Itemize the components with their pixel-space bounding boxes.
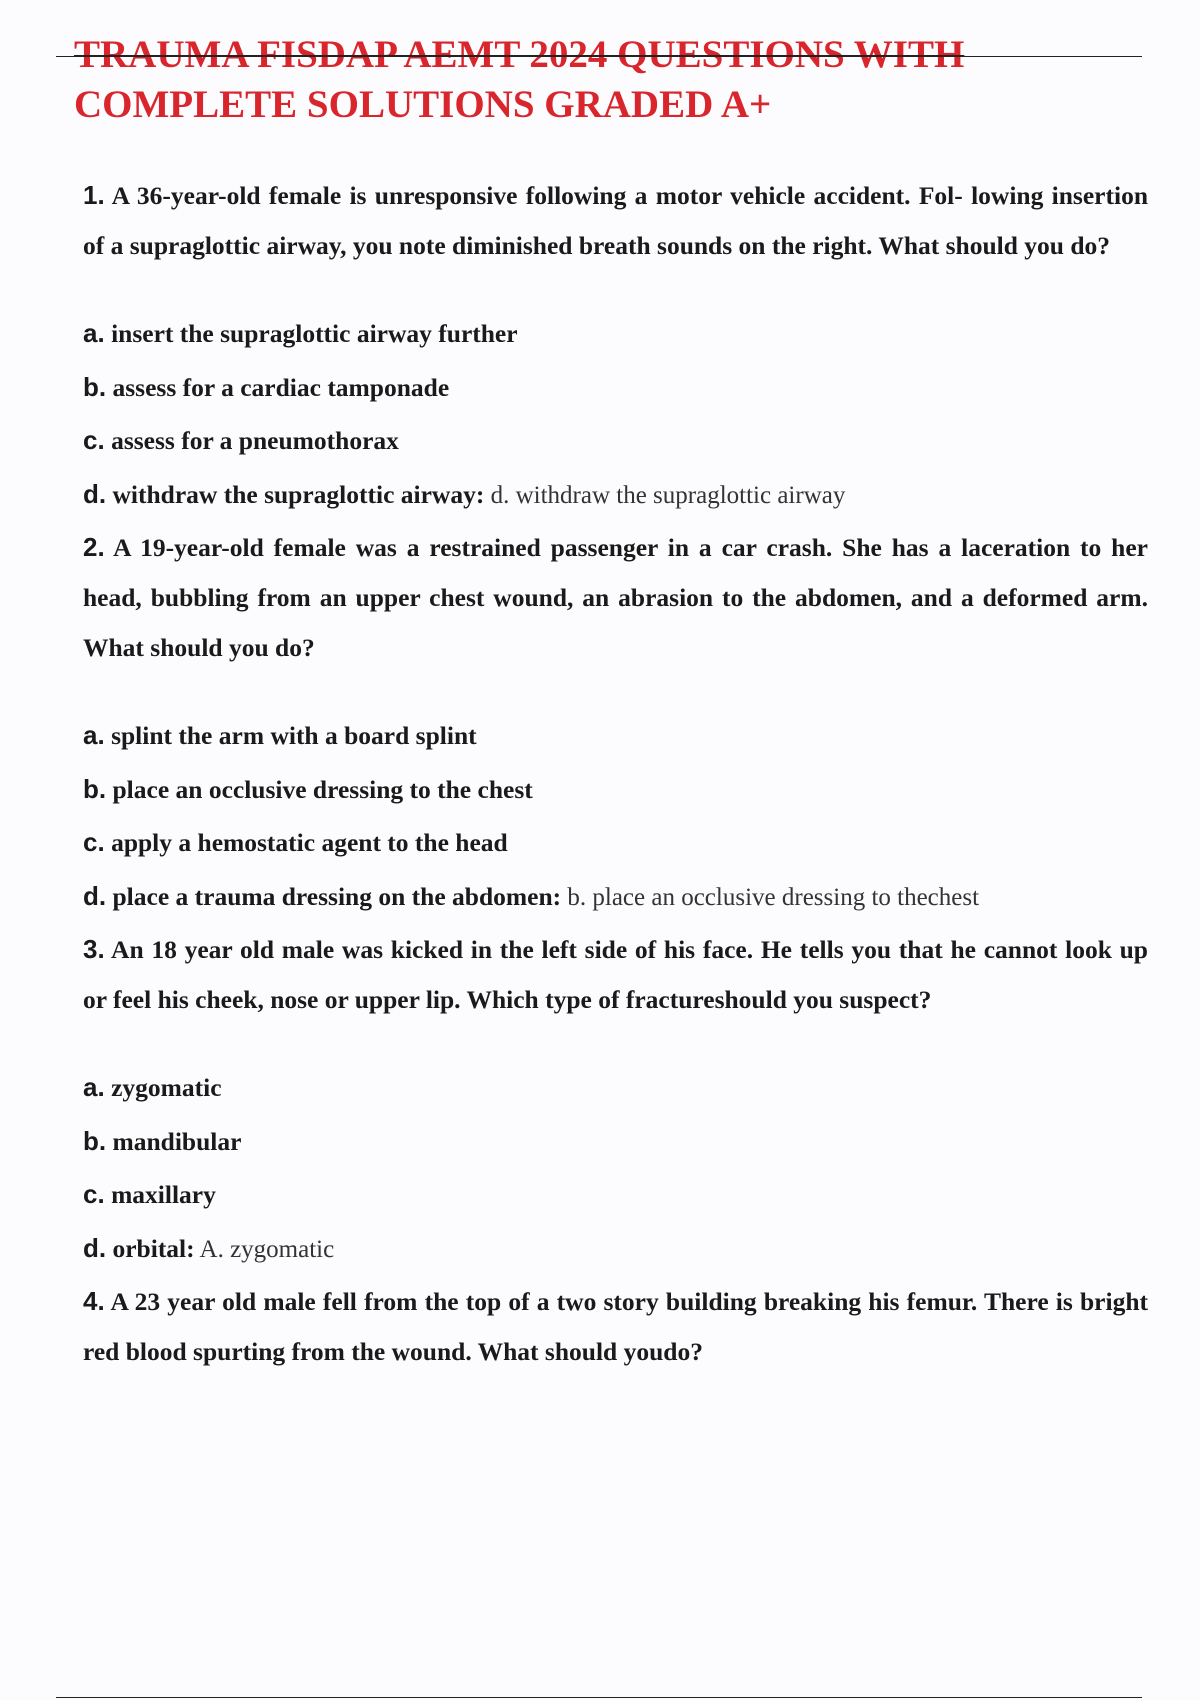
option-1c — [83, 414, 1148, 468]
option-letter: c. — [83, 1179, 105, 1209]
option-letter: a. — [83, 720, 105, 750]
question-1 — [83, 170, 1148, 271]
option-text: withdraw the supraglottic airway: — [106, 479, 485, 509]
option-text: insert the supraglottic airway further — [104, 319, 518, 348]
option-letter: b. — [83, 371, 107, 402]
question-number: 1. — [83, 180, 105, 210]
option-1a — [83, 307, 1148, 361]
option-3b — [83, 1115, 1148, 1169]
option-text: assess for a cardiac tamponade — [106, 372, 450, 402]
option-3d — [83, 1222, 1148, 1277]
question-number: 2. — [83, 532, 105, 562]
option-text: place an occlusive dressing to the chest — [106, 774, 533, 804]
option-text: assess for a pneumothorax — [104, 426, 399, 455]
option-3c — [83, 1168, 1148, 1222]
option-letter: a. — [83, 1072, 105, 1102]
option-letter: c. — [83, 827, 105, 857]
option-text: mandibular — [106, 1126, 242, 1156]
question-number: 4. — [83, 1286, 105, 1316]
bottom-rule — [56, 1697, 1142, 1698]
title-line-1: TRAUMA FISDAP AEMT 2024 QUESTIONS WITH — [74, 33, 965, 76]
question-text: A 23 year old male fell from the top of a two story building breaking his femur. There is bright red blood spurting from the wound. What should youdo? — [83, 1287, 1148, 1366]
option-text: splint the arm with a board splint — [104, 721, 477, 750]
question-3 — [83, 924, 1148, 1025]
question-number: 3. — [83, 934, 105, 964]
option-2b — [83, 763, 1148, 817]
question-text: An 18 year old male was kicked in the left side of his face. He tells you that he cannot look up or feel his cheek, nose or upper lip. Which type of fractureshould you suspect? — [83, 935, 1148, 1014]
option-3a — [83, 1061, 1148, 1115]
answer-text: d. withdraw the supraglottic airway — [484, 481, 846, 509]
option-letter: d. — [83, 1232, 107, 1263]
option-text: apply a hemostatic agent to the head — [104, 828, 508, 857]
option-1d — [83, 468, 1148, 523]
question-2 — [83, 522, 1148, 673]
option-letter: a. — [83, 318, 105, 348]
option-2d — [83, 870, 1148, 925]
document-title — [74, 30, 1134, 130]
answer-text: b. place an occlusive dressing to thechest — [561, 883, 980, 911]
question-text: A 19-year-old female was a restrained passenger in a car crash. She has a laceration to her head, bubbling from an upper chest wound, an abrasion to the abdomen, and a deformed arm. What should you do? — [83, 533, 1148, 662]
option-letter: b. — [83, 773, 107, 804]
title-line-2: COMPLETE SOLUTIONS GRADED A+ — [74, 83, 772, 126]
option-2a — [83, 709, 1148, 763]
option-2c — [83, 816, 1148, 870]
option-letter: d. — [83, 478, 107, 509]
answer-text: A. zygomatic — [194, 1235, 335, 1263]
option-text: place a trauma dressing on the abdomen: — [106, 881, 562, 911]
option-text: maxillary — [104, 1180, 216, 1209]
option-1b — [83, 361, 1148, 415]
option-text: orbital: — [106, 1233, 195, 1263]
option-letter: d. — [83, 880, 107, 911]
question-list — [83, 170, 1148, 1377]
option-letter: b. — [83, 1125, 107, 1156]
option-text: zygomatic — [104, 1073, 222, 1102]
option-letter: c. — [83, 425, 105, 455]
question-4 — [83, 1276, 1148, 1377]
question-text: A 36-year-old female is unresponsive following a motor vehicle accident. Fol- lowing insertion of a supraglottic airway, you note diminished breath sounds on the right. What should you do? — [83, 181, 1148, 260]
